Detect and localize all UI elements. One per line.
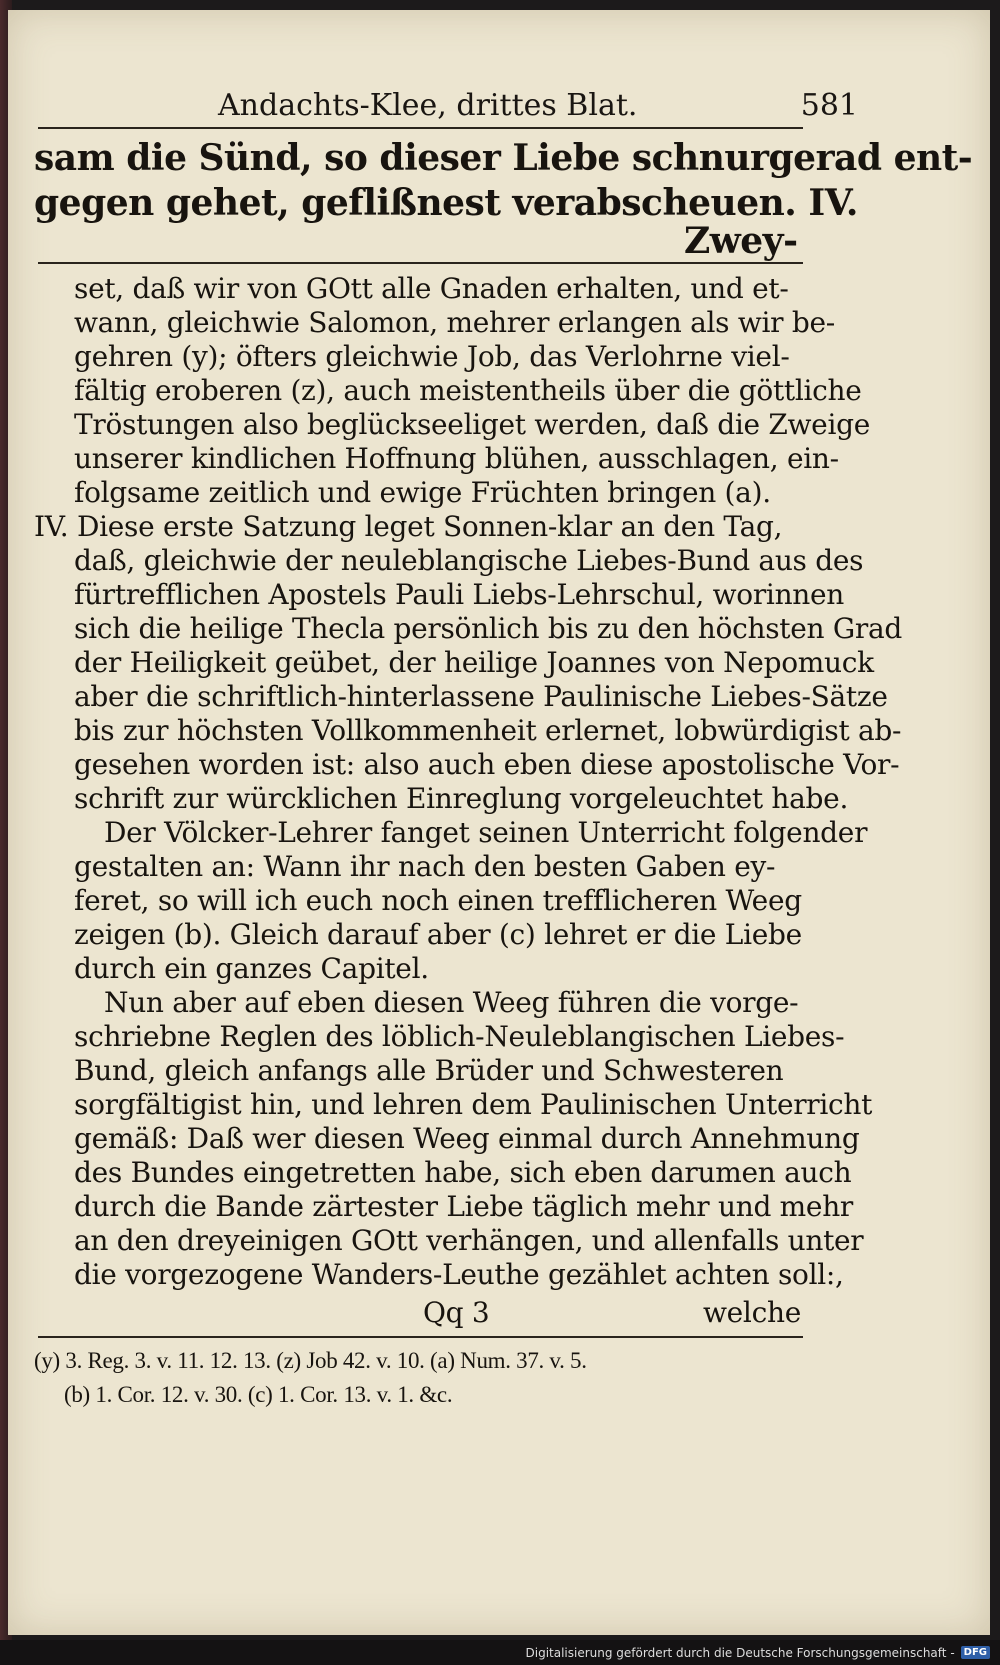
top-line-1: sam die Sünd, so dieser Liebe schnurgerad ent- (34, 137, 973, 179)
footnote-rule (38, 1336, 803, 1338)
body-line: gemäß: Daß wer diesen Weeg einmal durch Annehmung (74, 1122, 860, 1155)
body-line: daß, gleichwie der neuleblangische Liebes-Bund aus des (74, 544, 864, 577)
head-rule (38, 127, 803, 129)
catchword-bottom: welche (703, 1296, 801, 1329)
body-line: zeigen (b). Gleich darauf aber (c) lehret er die Liebe (74, 918, 802, 951)
body-line: durch die Bande zärtester Liebe täglich mehr und mehr (74, 1190, 854, 1223)
top-line-2: gegen gehet, geflißnest verabscheuen. IV. (34, 182, 858, 224)
body-line: fürtrefflichen Apostels Pauli Liebs-Lehrschul, worinnen (74, 578, 845, 611)
body-line: durch ein ganzes Capitel. (74, 952, 429, 985)
body-line: fältig eroberen (z), auch meistentheils über die göttliche (74, 374, 862, 407)
dfg-logo: DFG (961, 1646, 990, 1659)
body-line: unserer kindlichen Hoffnung blühen, ausschlagen, ein- (74, 442, 839, 475)
body-line: Nun aber auf eben diesen Weeg führen die vorge- (104, 986, 799, 1019)
body-line: der Heiligkeit geübet, der heilige Joannes von Nepomuck (74, 646, 874, 679)
signature-mark: Qq 3 (423, 1296, 490, 1329)
body-line: gesehen worden ist: also auch eben diese apostolische Vor- (74, 748, 900, 781)
body-line: set, daß wir von GOtt alle Gnaden erhalten, und et- (74, 272, 789, 305)
running-head-title: Andachts-Klee, drittes Blat. (218, 88, 638, 123)
body-line: feret, so will ich euch noch einen trefflicheren Weeg (74, 884, 802, 917)
running-head (218, 88, 858, 123)
section-rule (38, 262, 803, 264)
body-line: schriebne Reglen des löblich-Neuleblangischen Liebes- (74, 1020, 845, 1053)
body-line: IV. Diese erste Satzung leget Sonnen-klar an den Tag, (34, 510, 783, 543)
body-line: Bund, gleich anfangs alle Brüder und Schwesteren (74, 1054, 784, 1087)
body-line: schrift zur würcklichen Einreglung vorgeleuchtet habe. (74, 782, 849, 815)
body-line: gestalten an: Wann ihr nach den besten Gaben ey- (74, 850, 776, 883)
body-line: Tröstungen also beglückseeliget werden, daß die Zweige (74, 408, 870, 441)
footnote-line: (y) 3. Reg. 3. v. 11. 12. 13. (z) Job 42. v. 10. (a) Num. 37. v. 5. (34, 1348, 587, 1373)
book-page (8, 10, 990, 1635)
body-line: des Bundes eingetretten habe, sich eben darumen auch (74, 1156, 852, 1189)
body-line: bis zur höchsten Vollkommenheit erlernet, lobwürdigist ab- (74, 714, 902, 747)
body-line: gehren (y); öfters gleichwie Job, das Verlohrne viel- (74, 340, 790, 373)
digitization-credit: Digitalisierung gefördert durch die Deutsche Forschungsgemeinschaft - (525, 1645, 955, 1660)
digitization-credit-bar (0, 1640, 1000, 1665)
body-line: sorgfältigist hin, und lehren dem Paulinischen Unterricht (74, 1088, 873, 1121)
body-line: wann, gleichwie Salomon, mehrer erlangen als wir be- (74, 306, 835, 339)
catchword-top: Zwey- (684, 220, 798, 262)
body-line: aber die schriftlich-hinterlassene Paulinische Liebes-Sätze (74, 680, 888, 713)
body-line: sich die heilige Thecla persönlich bis zu den höchsten Grad (74, 612, 902, 645)
body-line: folgsame zeitlich und ewige Früchten bringen (a). (74, 476, 771, 509)
page-number: 581 (800, 88, 858, 123)
body-line: die vorgezogene Wanders-Leuthe gezählet achten soll:, (74, 1258, 844, 1291)
footnote-line: (b) 1. Cor. 12. v. 30. (c) 1. Cor. 13. v. 1. &c. (64, 1382, 453, 1407)
body-line: Der Völcker-Lehrer fanget seinen Unterricht folgender (104, 816, 868, 849)
body-line: an den dreyeinigen GOtt verhängen, und allenfalls unter (74, 1224, 864, 1257)
